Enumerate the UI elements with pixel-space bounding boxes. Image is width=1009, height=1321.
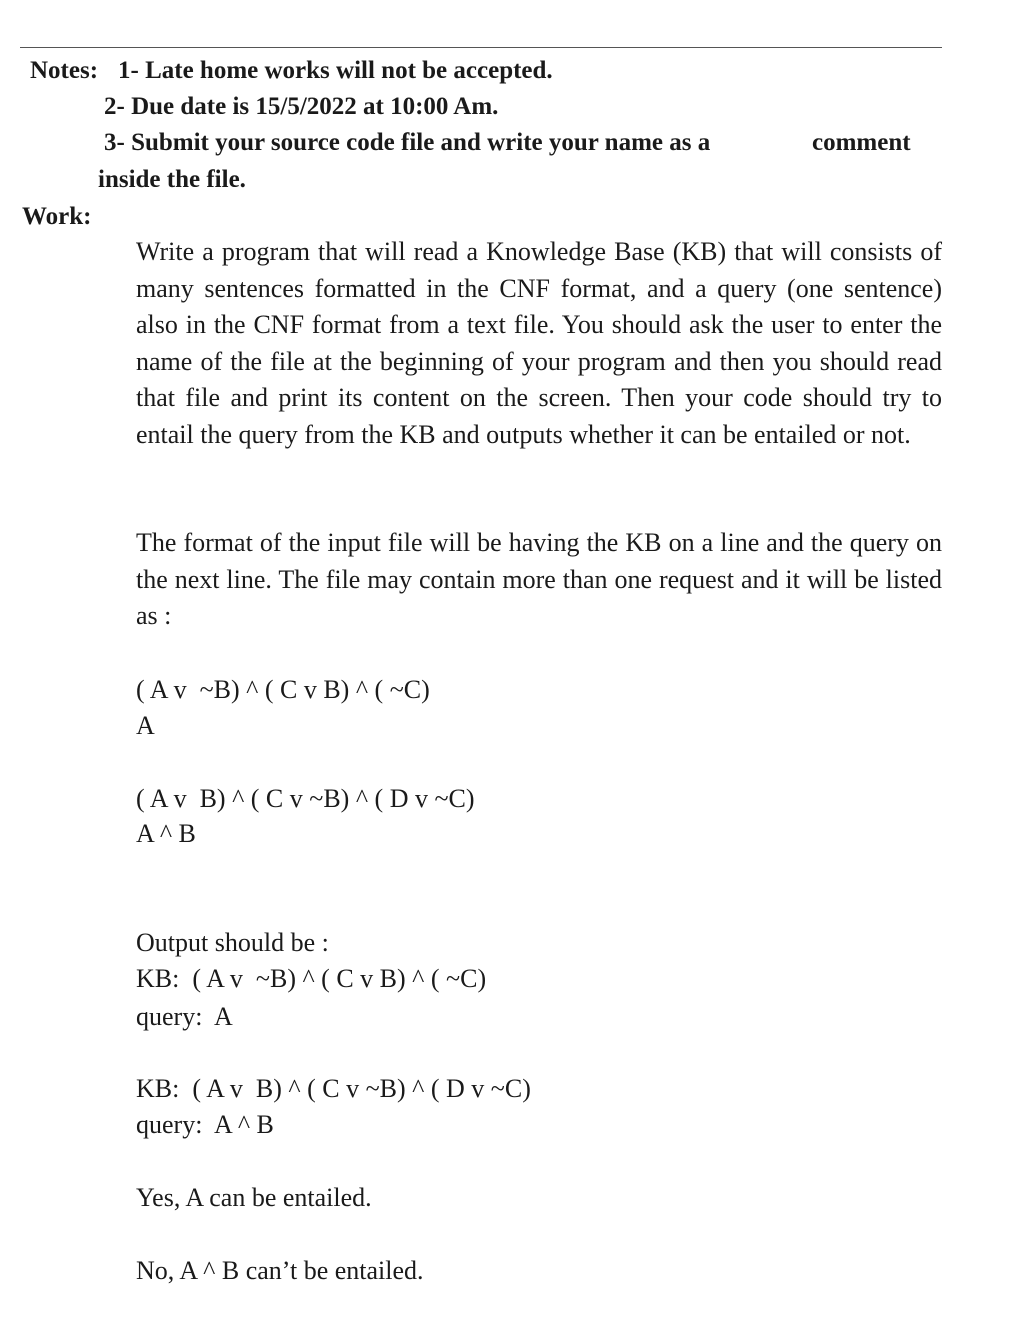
notes-label: Notes: — [30, 57, 99, 84]
top-divider-line — [20, 47, 942, 48]
output-heading: Output should be : — [136, 928, 329, 957]
work-label: Work: — [22, 203, 92, 230]
note-late-homework: 1- Late home works will not be accepted. — [118, 57, 553, 84]
note-submit-code-continued: inside the file. — [98, 166, 246, 193]
output-result-1: Yes, A can be entailed. — [136, 1183, 372, 1212]
note-submit-code: 3- Submit your source code file and write your name as a — [104, 129, 711, 156]
input-example-kb-2: ( A v B) ^ ( C v ~B) ^ ( D v ~C) — [136, 784, 475, 813]
input-example-query-2: A ^ B — [136, 819, 196, 848]
output-query-1: query: A — [136, 1002, 233, 1031]
input-example-kb-1: ( A v ~B) ^ ( C v B) ^ ( ~C) — [136, 675, 430, 704]
note-submit-code-word: comment — [812, 129, 911, 156]
input-example-query-1: A — [136, 711, 155, 740]
output-kb-2: KB: ( A v B) ^ ( C v ~B) ^ ( D v ~C) — [136, 1074, 531, 1103]
output-query-2: query: A ^ B — [136, 1110, 274, 1139]
input-format-paragraph: The format of the input file will be having the KB on a line and the query on the next line. The file may contain more than one request and it will be listed as : — [136, 528, 942, 630]
output-result-2: No, A ^ B can’t be entailed. — [136, 1256, 424, 1285]
note-due-date: 2- Due date is 15/5/2022 at 10:00 Am. — [104, 93, 499, 120]
output-kb-1: KB: ( A v ~B) ^ ( C v B) ^ ( ~C) — [136, 964, 487, 993]
work-description-paragraph: Write a program that will read a Knowledge Base (KB) that will consists of many sentences formatted in the CNF format, and a query (one sentence) also in the CNF format from a text file. You should ask the user to enter the name of the file at the beginning of your program and then you should read that file and print its content on the screen. Then your code should try to entail the query from the KB and outputs whether it can be entailed or not. — [136, 237, 942, 449]
